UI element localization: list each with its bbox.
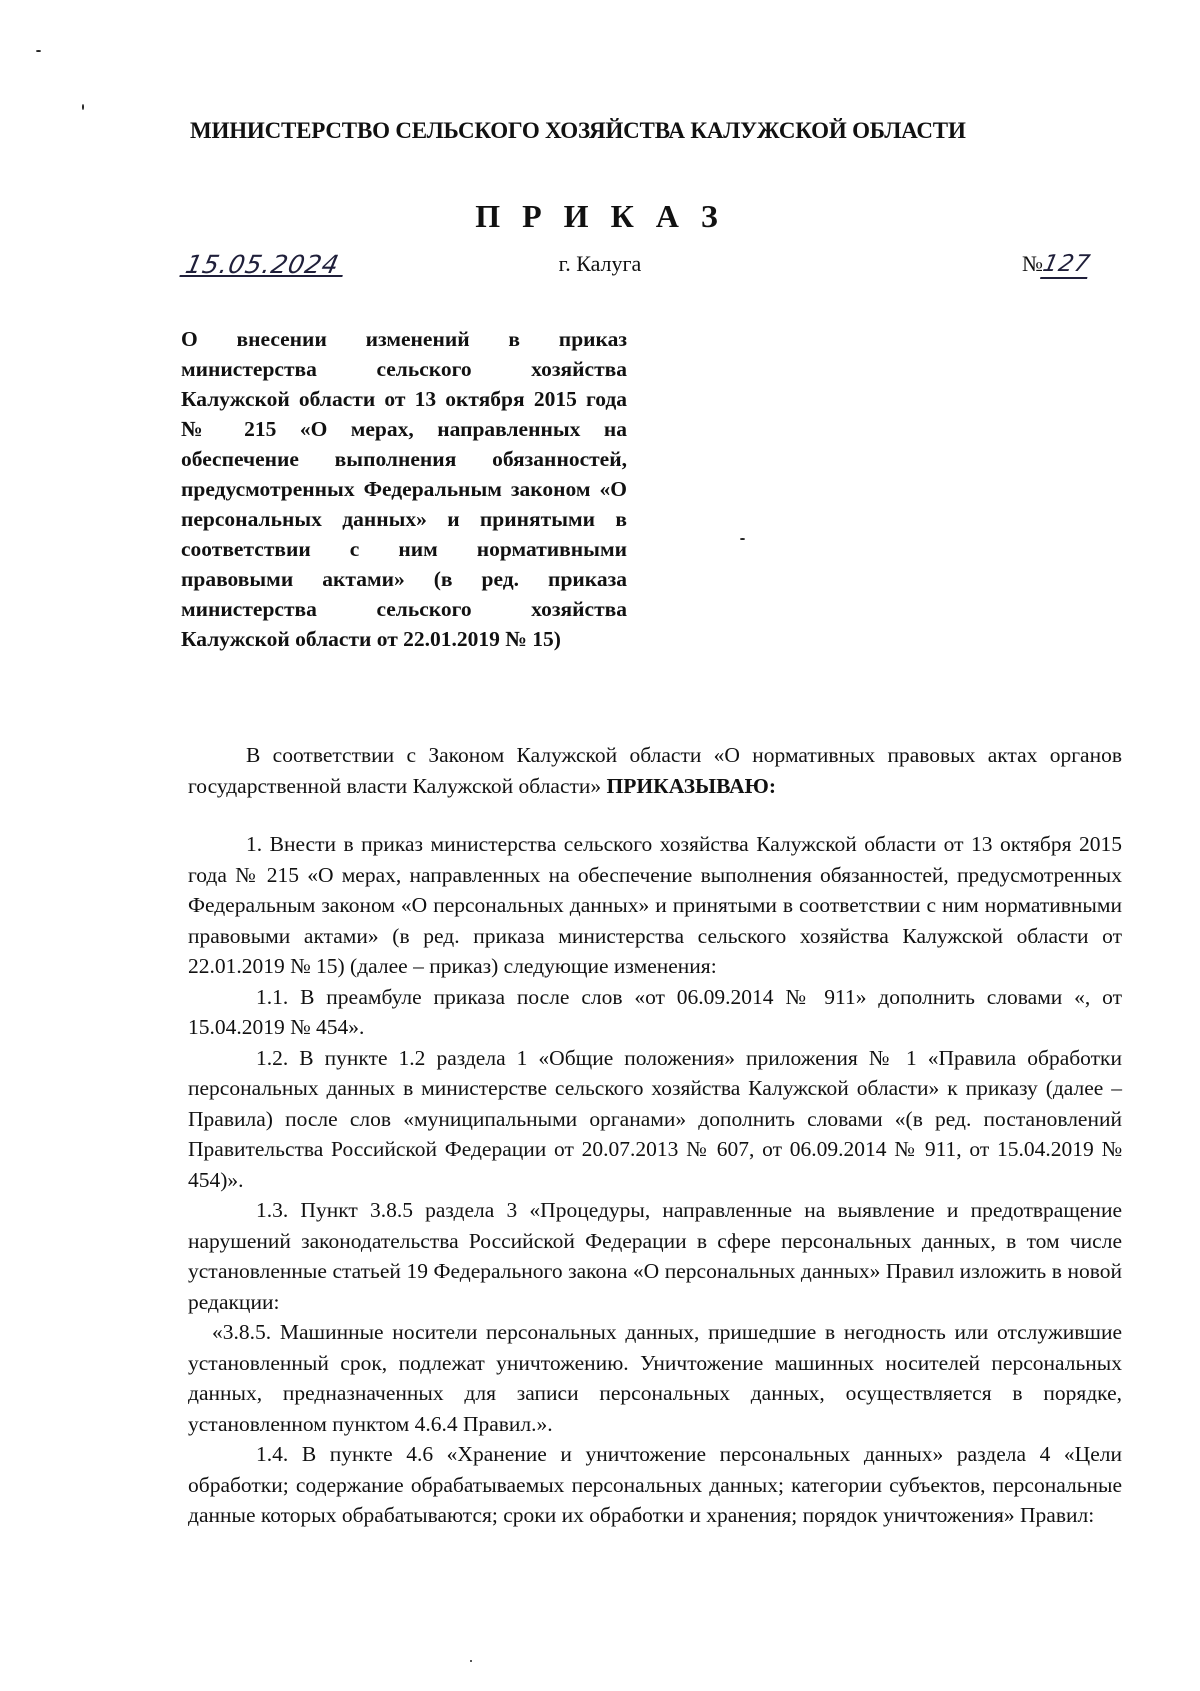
- scan-speck: [470, 1660, 472, 1662]
- scan-speck: [82, 104, 84, 110]
- city-label: г. Калуга: [558, 251, 642, 276]
- preamble-paragraph: [188, 740, 1122, 801]
- order-body: [188, 740, 1122, 1531]
- scan-speck: [740, 538, 745, 540]
- ministry-heading: МИНИСТЕРСТВО СЕЛЬСКОГО ХОЗЯЙСТВА КАЛУЖСКОЙ ОБЛАСТИ: [190, 118, 966, 143]
- order-subject: О внесении изменений в приказ министерства сельского хозяйства Калужской области от 13 октября 2015 года № 215 «О мерах, направленных на обеспечение выполнения обязанностей, предусмотренных Федеральным законом «О персональных данных» и принятыми в соответствии с ним нормативными правовыми актами» (в ред. приказа министерства сельского хозяйства Калужской области от 22.01.2019 № 15): [181, 327, 627, 651]
- handwritten-number: 127: [1040, 251, 1093, 277]
- paragraph-1-3-quote: «3.8.5. Машинные носители персональных данных, пришедшие в негодность или отслужившие установленный срок, подлежат уничтожению. Уничтожение машинных носителей персональных данных, предназначенных для записи персональных данных, осуществляется в порядке, установленном пунктом 4.6.4 Правил.».: [188, 1320, 1122, 1436]
- document-title: П Р И К А З: [475, 198, 725, 234]
- preamble-text: В соответствии с Законом Калужской области «О нормативных правовых актах органов государственной власти Калужской области»: [188, 743, 1122, 798]
- paragraph-1-4: 1.4. В пункте 4.6 «Хранение и уничтожение персональных данных» раздела 4 «Цели обработки; содержание обрабатываемых персональных данных; категории субъектов, персональные данные которых обрабатываются; сроки их обработки и хранения; порядок уничтожения» Правил:: [188, 1442, 1122, 1527]
- order-keyword: ПРИКАЗЫВАЮ:: [606, 773, 777, 798]
- paragraph-1-2: 1.2. В пункте 1.2 раздела 1 «Общие положения» приложения № 1 «Правила обработки персональных данных в министерстве сельского хозяйства Калужской области» к приказу (далее – Правила) после слов «муниципальными органами» дополнить словами «(в ред. постановлений Правительства Российской Федерации от 20.07.2013 № 607, от 06.09.2014 № 911, от 15.04.2019 № 454)».: [188, 1045, 1122, 1192]
- number-prefix: №: [1022, 251, 1043, 276]
- paragraph-1-3: 1.3. Пункт 3.8.5 раздела 3 «Процедуры, направленные на выявление и предотвращение нарушений законодательства Российской Федерации в сфере персональных данных, в том числе установленные статьей 19 Федерального закона «О персональных данных» Правил изложить в новой редакции:: [188, 1198, 1122, 1314]
- scan-speck: [36, 50, 41, 52]
- handwritten-date: 15.05.2024: [182, 250, 343, 279]
- paragraph-1: 1. Внести в приказ министерства сельского хозяйства Калужской области от 13 октября 2015 года № 215 «О мерах, направленных на обеспечение выполнения обязанностей, предусмотренных Федеральным законом «О персональных данных» и принятыми в соответствии с ним нормативными правовыми актами» (в ред. приказа министерства сельского хозяйства Калужской области от 22.01.2019 № 15) (далее – приказ) следующие изменения:: [188, 832, 1122, 978]
- paragraph-1-1: 1.1. В преамбуле приказа после слов «от 06.09.2014 № 911» дополнить словами «, от 15.04.2019 № 454».: [188, 984, 1122, 1039]
- document-number: [1022, 251, 1093, 279]
